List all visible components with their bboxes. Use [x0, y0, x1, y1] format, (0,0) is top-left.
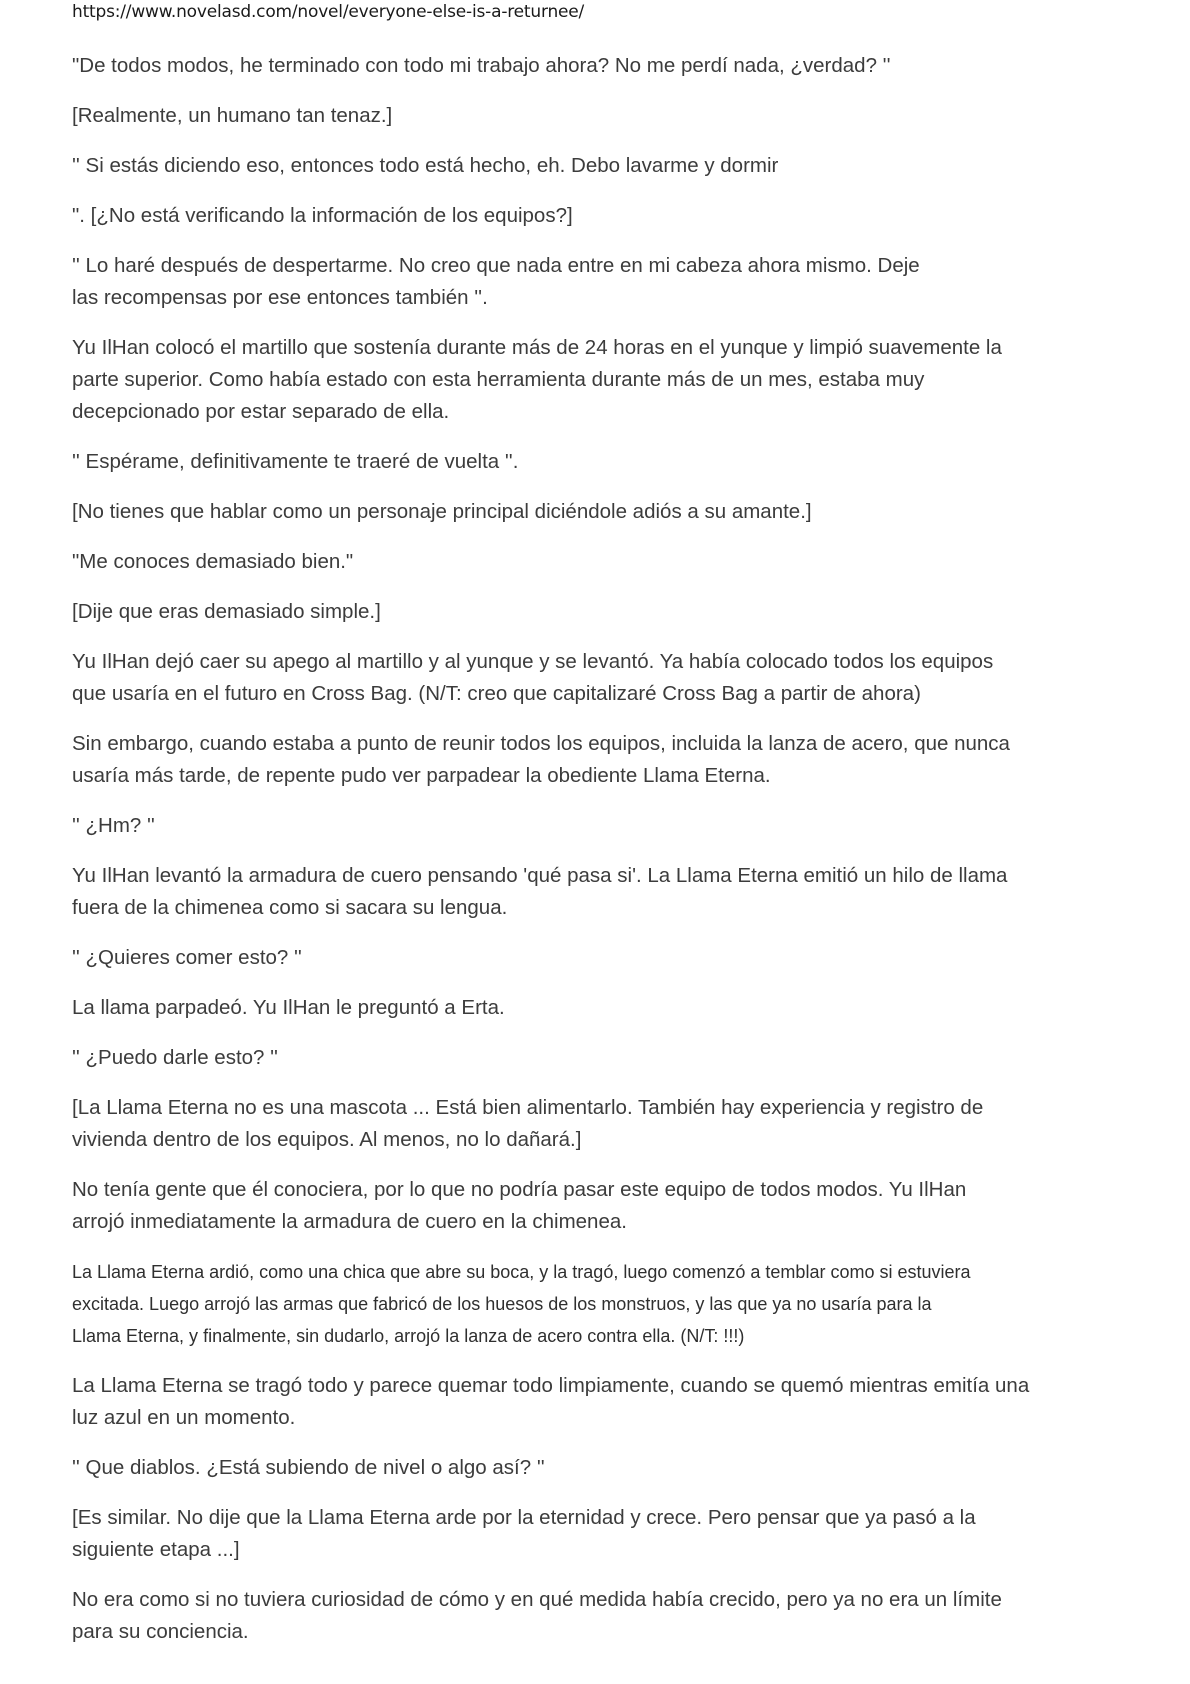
- text-line: que usaría en el futuro en Cross Bag. (N/T: creo que capitalizaré Cross Bag a partir de ahora): [72, 682, 921, 705]
- text-line: La llama parpadeó. Yu IlHan le preguntó a Erta.: [72, 996, 505, 1019]
- paragraph: [72, 810, 1122, 842]
- text-line: decepcionado por estar separado de ella.: [72, 400, 450, 423]
- text-line: No era como si no tuviera curiosidad de cómo y en qué medida había crecido, pero ya no era un límite: [72, 1588, 1002, 1611]
- paragraph: [72, 50, 1122, 82]
- text-line: las recompensas por ese entonces también ''.: [72, 286, 488, 309]
- text-line: luz azul en un momento.: [72, 1406, 296, 1429]
- text-line: La Llama Eterna se tragó todo y parece quemar todo limpiamente, cuando se quemó mientras emitía una: [72, 1374, 1030, 1397]
- paragraph: [72, 992, 1122, 1024]
- text-line: "De todos modos, he terminado con todo mi trabajo ahora? No me perdí nada, ¿verdad? '': [72, 54, 891, 77]
- paragraph: [72, 1092, 1122, 1156]
- text-line: '' ¿Hm? '': [72, 814, 155, 837]
- text-line: '' Que diablos. ¿Está subiendo de nivel o algo así? '': [72, 1456, 545, 1479]
- text-line: '' ¿Puedo darle esto? '': [72, 1046, 278, 1069]
- paragraph: [72, 1584, 1122, 1648]
- text-line: ". [¿No está verificando la información de los equipos?]: [72, 204, 573, 227]
- text-line: Llama Eterna, y finalmente, sin dudarlo, arrojó la lanza de acero contra ella. (N/T: !!!): [72, 1326, 745, 1346]
- paragraph: [72, 250, 1122, 314]
- paragraph: [72, 860, 1122, 924]
- text-line: vivienda dentro de los equipos. Al menos, no lo dañará.]: [72, 1128, 582, 1151]
- paragraph: [72, 1042, 1122, 1074]
- paragraph: [72, 1370, 1122, 1434]
- text-line: fuera de la chimenea como si sacara su lengua.: [72, 896, 508, 919]
- paragraph: [72, 728, 1122, 792]
- paragraph: [72, 150, 1122, 182]
- paragraph: [72, 1452, 1122, 1484]
- text-line: excitada. Luego arrojó las armas que fabricó de los huesos de los monstruos, y las que ya no usaría para la: [72, 1294, 932, 1314]
- text-line: Yu IlHan dejó caer su apego al martillo y al yunque y se levantó. Ya había colocado todos los equipos: [72, 650, 994, 673]
- text-line: arrojó inmediatamente la armadura de cuero en la chimenea.: [72, 1210, 627, 1233]
- page-url: https://www.novelasd.com/novel/everyone-else-is-a-returnee/: [72, 2, 585, 22]
- paragraph: [72, 942, 1122, 974]
- paragraph: [72, 332, 1122, 428]
- text-line: '' Lo haré después de despertarme. No creo que nada entre en mi cabeza ahora mismo. Deje: [72, 254, 920, 277]
- text-line: Yu IlHan colocó el martillo que sostenía durante más de 24 horas en el yunque y limpió suavemente la: [72, 336, 1002, 359]
- text-line: '' Si estás diciendo eso, entonces todo está hecho, eh. Debo lavarme y dormir: [72, 154, 779, 177]
- text-line: [Realmente, un humano tan tenaz.]: [72, 104, 393, 127]
- paragraph: [72, 200, 1122, 232]
- paragraph: [72, 1174, 1122, 1238]
- text-line: [La Llama Eterna no es una mascota ... Está bien alimentarlo. También hay experiencia y registro de: [72, 1096, 984, 1119]
- paragraph: [72, 446, 1122, 478]
- text-line: parte superior. Como había estado con esta herramienta durante más de un mes, estaba muy: [72, 368, 925, 391]
- text-line: siguiente etapa ...]: [72, 1538, 240, 1561]
- text-line: Yu IlHan levantó la armadura de cuero pensando 'qué pasa si'. La Llama Eterna emitió un hilo de llama: [72, 864, 1008, 887]
- paragraph: [72, 1502, 1122, 1566]
- text-line: [No tienes que hablar como un personaje principal diciéndole adiós a su amante.]: [72, 500, 812, 523]
- text-line: "Me conoces demasiado bien.": [72, 550, 354, 573]
- paragraph: [72, 646, 1122, 710]
- paragraph: [72, 100, 1122, 132]
- document-body: [72, 50, 1122, 1666]
- text-line: [Es similar. No dije que la Llama Eterna arde por la eternidad y crece. Pero pensar que ya pasó a la: [72, 1506, 976, 1529]
- paragraph: [72, 496, 1122, 528]
- text-line: '' ¿Quieres comer esto? '': [72, 946, 302, 969]
- text-line: usaría más tarde, de repente pudo ver parpadear la obediente Llama Eterna.: [72, 764, 771, 787]
- text-line: '' Espérame, definitivamente te traeré de vuelta ''.: [72, 450, 519, 473]
- text-line: Sin embargo, cuando estaba a punto de reunir todos los equipos, incluida la lanza de acero, que nunca: [72, 732, 1010, 755]
- text-line: para su conciencia.: [72, 1620, 249, 1643]
- paragraph: [72, 596, 1122, 628]
- text-line: [Dije que eras demasiado simple.]: [72, 600, 381, 623]
- text-line: No tenía gente que él conociera, por lo que no podría pasar este equipo de todos modos. Yu IlHan: [72, 1178, 967, 1201]
- text-line: La Llama Eterna ardió, como una chica que abre su boca, y la tragó, luego comenzó a temblar como si estuviera: [72, 1262, 971, 1282]
- paragraph: [72, 1256, 1122, 1352]
- paragraph: [72, 546, 1122, 578]
